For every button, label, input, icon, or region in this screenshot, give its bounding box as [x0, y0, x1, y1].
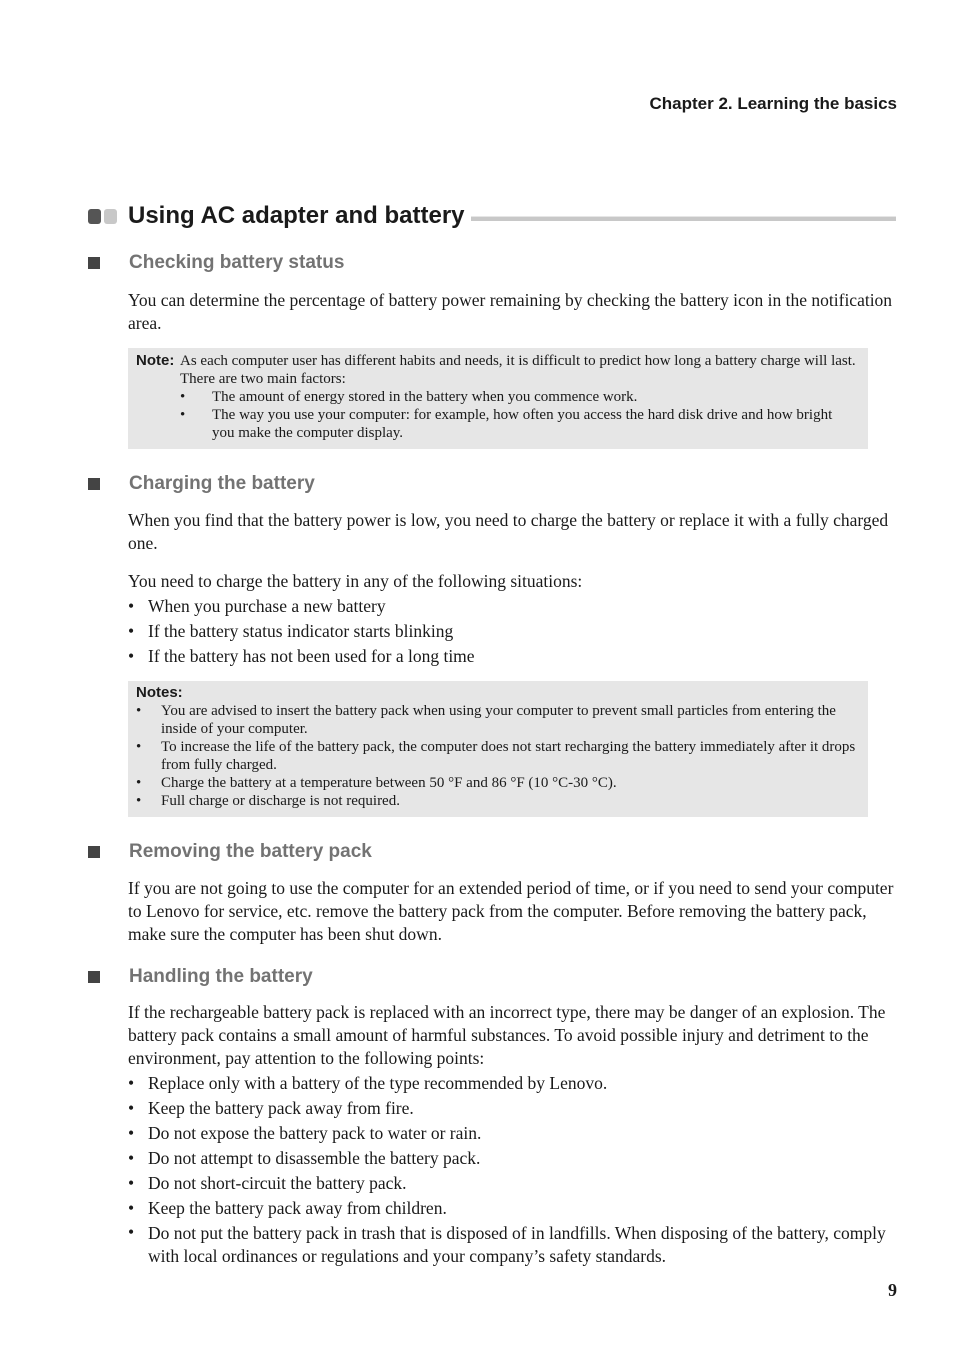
- list-item-text: Replace only with a battery of the type recommended by Lenovo.: [148, 1073, 608, 1093]
- note-item: [136, 406, 858, 442]
- bullet-icon: •: [136, 793, 142, 809]
- notes-label: Notes:: [136, 684, 183, 701]
- list-item-text: If the battery status indicator starts blinking: [148, 621, 454, 641]
- list-item-text: Do not expose the battery pack to water or rain.: [148, 1123, 482, 1143]
- section-rule: [471, 216, 896, 221]
- list-item: [128, 1171, 896, 1196]
- list-item-text: Keep the battery pack away from fire.: [148, 1098, 414, 1118]
- bullet-icon: •: [136, 775, 142, 791]
- note-box-checking: [128, 348, 868, 449]
- note-item-text: To increase the life of the battery pack, the computer does not start recharging the battery immediately after it drops from fully charged.: [161, 739, 856, 773]
- charging-paragraph-2: You need to charge the battery in any of the following situations:: [128, 571, 583, 591]
- subheading-square-icon: [88, 971, 100, 983]
- charging-list: [128, 594, 896, 669]
- subheading-removing: [88, 841, 372, 863]
- list-item-text: Do not attempt to disassemble the battery pack.: [148, 1148, 481, 1168]
- charging-paragraph-1: When you find that the battery power is low, you need to charge the battery or replace it with a fully charged one.: [128, 510, 889, 553]
- note-box-charging: [128, 681, 868, 817]
- note-item-text: The amount of energy stored in the battery when you commence work.: [212, 389, 638, 405]
- bullet-icon: •: [128, 1098, 135, 1118]
- note-item-text: The way you use your computer: for example, how often you access the hard disk drive and how bright you make the computer display.: [212, 407, 833, 441]
- list-item: [128, 1121, 896, 1146]
- removing-paragraph: If you are not going to use the computer for an extended period of time, or if you need to send your computer to Lenovo for service, etc. remove the battery pack from the computer. Before removing the battery pack, make sure the computer has been shut down.: [128, 878, 894, 944]
- subheading-checking: [88, 252, 344, 274]
- bullet-icon: •: [128, 1173, 135, 1193]
- note-item: [136, 702, 858, 738]
- note-item: [136, 792, 858, 810]
- subheading-square-icon: [88, 257, 100, 269]
- list-item: [128, 594, 896, 619]
- section-heading: [88, 200, 896, 232]
- subheading-title: Checking battery status: [129, 252, 345, 273]
- page-number: 9: [888, 1280, 897, 1300]
- list-item-text: Do not put the battery pack in trash that is disposed of in landfills. When disposing of the battery, comply with local ordinances or regulations and your company’s safety standards.: [148, 1223, 886, 1266]
- note-item-text: Charge the battery at a temperature between 50 °F and 86 °F (10 °C-30 °C).: [161, 775, 617, 791]
- note-item-text: You are advised to insert the battery pack when using your computer to prevent small particles from entering the inside of your computer.: [161, 703, 836, 737]
- note-item: [136, 388, 858, 406]
- bullet-icon: •: [128, 646, 135, 666]
- list-item-text: Keep the battery pack away from children.: [148, 1198, 447, 1218]
- subheading-handling: [88, 966, 313, 988]
- handling-list: [128, 1071, 896, 1268]
- list-item-text: Do not short-circuit the battery pack.: [148, 1173, 407, 1193]
- bullet-icon: •: [136, 703, 142, 719]
- checking-paragraph: You can determine the percentage of battery power remaining by checking the battery icon in the notification area.: [128, 290, 893, 333]
- bullet-icon: •: [128, 1222, 135, 1242]
- list-item: [128, 1146, 896, 1171]
- bullet-icon: •: [128, 1198, 135, 1218]
- bullet-icon: •: [180, 389, 186, 405]
- handling-paragraph: If the rechargeable battery pack is replaced with an incorrect type, there may be danger of an explosion. The battery pack contains a small amount of harmful substances. To avoid possible injury and detriment to the environment, pay attention to the following points:: [128, 1002, 886, 1068]
- chapter-header: Chapter 2. Learning the basics: [649, 94, 897, 113]
- subheading-title: Handling the battery: [129, 966, 313, 987]
- note-item: [136, 774, 858, 792]
- section-title: Using AC adapter and battery: [128, 202, 465, 229]
- subheading-title: Removing the battery pack: [129, 841, 372, 862]
- list-item-text: If the battery has not been used for a long time: [148, 646, 475, 666]
- list-item: [128, 1196, 896, 1221]
- subheading-title: Charging the battery: [129, 473, 315, 494]
- list-item: [128, 644, 896, 669]
- list-item: [128, 1096, 896, 1121]
- list-item-text: When you purchase a new battery: [148, 596, 386, 616]
- list-item: [128, 619, 896, 644]
- list-item: [128, 1221, 896, 1268]
- subheading-square-icon: [88, 846, 100, 858]
- bullet-icon: •: [136, 739, 142, 755]
- note-item-text: Full charge or discharge is not required.: [161, 793, 400, 809]
- heading-square-dark-icon: [88, 209, 101, 224]
- note-text: As each computer user has different habits and needs, it is difficult to predict how long a battery charge will last. There are two main factors:: [180, 353, 856, 387]
- note-label: Note:: [136, 352, 175, 369]
- bullet-icon: •: [180, 407, 186, 423]
- note-item: [136, 738, 858, 774]
- bullet-icon: •: [128, 1148, 135, 1168]
- subheading-square-icon: [88, 478, 100, 490]
- bullet-icon: •: [128, 1123, 135, 1143]
- bullet-icon: •: [128, 1073, 135, 1093]
- bullet-icon: •: [128, 621, 135, 641]
- subheading-charging: [88, 473, 315, 495]
- heading-square-light-icon: [104, 209, 117, 224]
- list-item: [128, 1071, 896, 1096]
- bullet-icon: •: [128, 596, 135, 616]
